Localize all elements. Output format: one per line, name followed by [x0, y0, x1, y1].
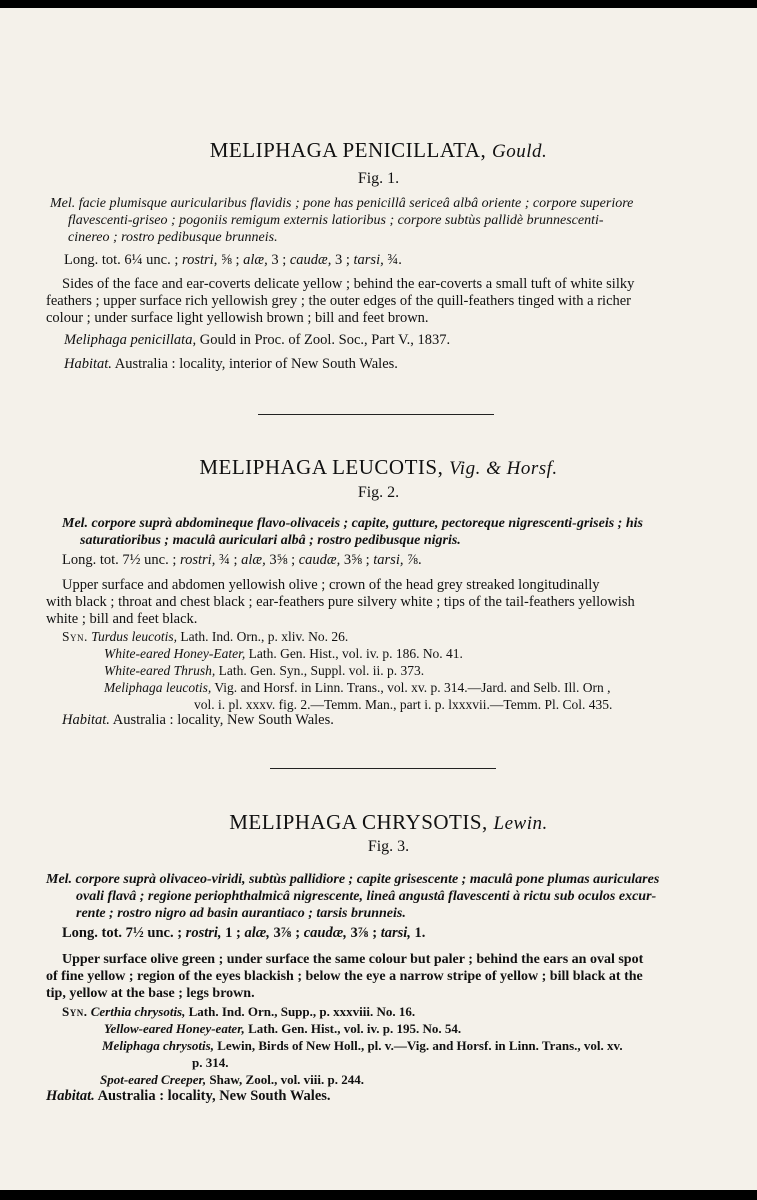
habitat-text: Australia : locality, interior of New South Wales.: [114, 356, 398, 372]
measure-tarsi-value: 1.: [414, 925, 426, 941]
desc-line: white ; bill and feet black.: [46, 611, 198, 627]
habitat-label: Habitat.: [64, 356, 112, 372]
measure-tarsi-value: ⅞.: [407, 552, 422, 568]
species-1-latin: [50, 195, 720, 246]
desc-line: of fine yellow ; region of the eyes blackish ; below the eye a narrow stripe of yellow ; bill black at the: [46, 969, 643, 984]
citation-source: Gould in Proc. of Zool. Soc., Part V., 1837.: [199, 332, 451, 348]
synonym-name: White-eared Thrush,: [104, 663, 216, 678]
latin-line: ovali flavâ ; regione periophthalmicâ nigrescente, lineâ angustâ flavescenti à rictu sub oculos excur-: [76, 889, 657, 904]
latin-line: cinereo ; rostro pedibusque brunneis.: [68, 230, 278, 245]
species-3-synonyms: [62, 1003, 623, 1088]
desc-line: Sides of the face and ear-coverts delicate yellow ; behind the ear-coverts a small tuft of white silky: [62, 276, 635, 292]
synonym-source: Lewin, Birds of New Holl., pl. v.—Vig. and Horsf. in Linn. Trans., vol. xv.: [213, 1038, 623, 1053]
desc-line: colour ; under surface light yellowish brown ; bill and feet brown.: [46, 310, 429, 326]
species-3-measurements: [62, 925, 425, 942]
measure-lead: Long. tot. 6¼ unc. ;: [64, 252, 179, 268]
scan-edge-top: [0, 0, 757, 8]
measure-caudae: caudæ,: [298, 552, 341, 568]
synonym-line: [62, 1003, 623, 1020]
species-1-measurements: [64, 252, 402, 269]
desc-line: Upper surface and abdomen yellowish olive ; crown of the head grey streaked longitudinally: [62, 577, 600, 593]
synonym-source: p. 314.: [192, 1055, 229, 1070]
synonym-source: Lath. Gen. Hist., vol. iv. p. 195. No. 54.: [244, 1021, 462, 1036]
synonym-line: [62, 1054, 623, 1071]
species-3-author: Lewin.: [493, 813, 548, 834]
section-divider: [258, 414, 494, 415]
measure-rostri: rostri,: [185, 925, 222, 941]
measure-rostri-value: ¾ ;: [218, 552, 238, 568]
species-2-author: Vig. & Horsf.: [449, 458, 558, 479]
measure-alae-value: 3⅞ ;: [273, 925, 301, 941]
measure-rostri: rostri,: [180, 552, 216, 568]
measure-alae-value: 3⅝ ;: [269, 552, 296, 568]
synonym-name: Turdus leucotis,: [91, 629, 178, 644]
synonym-source: Lath. Ind. Orn., p. xliv. No. 26.: [177, 629, 349, 644]
measure-tarsi: tarsi,: [373, 552, 404, 568]
species-3-name: MELIPHAGA CHRYSOTIS,: [229, 810, 488, 834]
species-3-title: [0, 810, 757, 835]
measure-tarsi: tarsi,: [380, 925, 411, 941]
synonym-line: [62, 645, 612, 662]
synonym-source: Lath. Gen. Hist., vol. iv. p. 186. No. 41.: [245, 646, 463, 661]
latin-line: flavescenti-griseo ; pogoniis remigum externis latioribus ; corpore subtùs pallidè brunnescenti-: [68, 213, 604, 228]
synonym-line: [62, 696, 612, 713]
species-2-latin: [62, 515, 722, 549]
synonym-name: Spot-eared Creeper,: [100, 1072, 207, 1087]
latin-line: Mel. corpore suprà olivaceo-viridi, subtùs pallidiore ; capite grisescente ; maculâ pone plumas auriculares: [46, 872, 660, 887]
habitat-text: Australia : locality, New South Wales.: [97, 1088, 331, 1104]
desc-line: with black ; throat and chest black ; ear-feathers pure silvery white ; tips of the tail-feathers yellowish: [46, 594, 635, 610]
species-1-habitat: [64, 356, 398, 373]
species-2-name: MELIPHAGA LEUCOTIS,: [199, 455, 444, 479]
desc-line: tip, yellow at the base ; legs brown.: [46, 986, 255, 1001]
measure-caudae: caudæ,: [303, 925, 347, 941]
latin-line: rente ; rostro nigro ad basin aurantiaco ; tarsis brunneis.: [76, 906, 406, 921]
species-1-title: [0, 138, 757, 163]
synonym-source: vol. i. pl. xxxv. fig. 2.—Temm. Man., part i. p. lxxxvii.—Temm. Pl. Col. 435.: [194, 697, 613, 712]
species-2-description: [46, 577, 635, 628]
species-2-title: [0, 455, 757, 480]
measure-alae: alæ,: [244, 925, 270, 941]
latin-line: saturatioribus ; maculâ auriculari albâ ; rostro pedibusque nigris.: [80, 533, 461, 548]
species-2-measurements: [62, 552, 422, 569]
species-2-synonyms: [62, 628, 612, 713]
synonym-label: Syn.: [62, 1004, 88, 1019]
measure-alae-value: 3 ;: [271, 252, 287, 268]
species-1-description: [46, 276, 634, 327]
measure-alae: alæ,: [243, 252, 268, 268]
habitat-label: Habitat.: [46, 1088, 95, 1104]
synonym-line: [62, 679, 612, 696]
synonym-name: Meliphaga chrysotis,: [102, 1038, 214, 1053]
measure-lead: Long. tot. 7½ unc. ;: [62, 925, 183, 941]
habitat-label: Habitat.: [62, 712, 110, 728]
measure-caudae-value: 3⅝ ;: [343, 552, 370, 568]
synonym-line: [62, 1071, 623, 1088]
measure-rostri-value: 1 ;: [225, 925, 241, 941]
scan-edge-bottom: [0, 1190, 757, 1200]
measure-caudae-value: 3⅞ ;: [350, 925, 378, 941]
desc-line: Upper surface olive green ; under surface the same colour but paler ; behind the ears an oval spot: [62, 952, 644, 967]
latin-line: Mel. facie plumisque auricularibus flavidis ; pone has penicillâ sericeâ albâ oriente ; corpore superiore: [50, 196, 634, 211]
synonym-label: Syn.: [62, 629, 88, 644]
measure-caudae-value: 3 ;: [334, 252, 350, 268]
section-divider: [270, 768, 496, 769]
species-2-habitat: [62, 712, 334, 729]
measure-alae: alæ,: [241, 552, 266, 568]
synonym-source: Shaw, Zool., vol. viii. p. 244.: [206, 1072, 364, 1087]
measure-tarsi-value: ¾.: [387, 252, 402, 268]
species-2-fig: Fig. 2.: [357, 484, 400, 501]
synonym-name: Yellow-eared Honey-eater,: [104, 1021, 245, 1036]
species-3-description: [46, 951, 643, 1002]
habitat-text: Australia : locality, New South Wales.: [112, 712, 334, 728]
species-3-latin: [46, 871, 726, 922]
latin-line: Mel. corpore suprà abdomineque flavo-olivaceis ; capite, gutture, pectoreque nigrescenti-griseis ; his: [62, 516, 643, 531]
species-1-citation: [64, 332, 450, 349]
measure-caudae: caudæ,: [289, 252, 332, 268]
measure-rostri: rostri,: [182, 252, 218, 268]
citation-name: Meliphaga penicillata,: [64, 332, 197, 348]
synonym-line: [62, 628, 612, 645]
measure-rostri-value: ⅝ ;: [220, 252, 240, 268]
species-1-name: MELIPHAGA PENICILLATA,: [209, 138, 487, 162]
synonym-line: [62, 1037, 623, 1054]
synonym-source: Lath. Ind. Orn., Supp., p. xxxviii. No. 16.: [185, 1004, 416, 1019]
synonym-line: [62, 1020, 623, 1037]
synonym-line: [62, 662, 612, 679]
synonym-name: Certhia chrysotis,: [90, 1004, 186, 1019]
species-1-fig: Fig. 1.: [357, 170, 400, 187]
measure-lead: Long. tot. 7½ unc. ;: [62, 552, 177, 568]
desc-line: feathers ; upper surface rich yellowish grey ; the outer edges of the quill-feathers tinged with a richer: [46, 293, 632, 309]
species-1-author: Gould.: [491, 141, 548, 162]
measure-tarsi: tarsi,: [353, 252, 384, 268]
synonym-source: Lath. Gen. Syn., Suppl. vol. ii. p. 373.: [215, 663, 425, 678]
synonym-source: Vig. and Horsf. in Linn. Trans., vol. xv. p. 314.—Jard. and Selb. Ill. Orn ,: [211, 680, 611, 695]
species-3-fig: Fig. 3.: [367, 838, 410, 855]
synonym-name: Meliphaga leucotis,: [104, 680, 212, 695]
synonym-name: White-eared Honey-Eater,: [104, 646, 246, 661]
species-3-habitat: [46, 1088, 331, 1105]
